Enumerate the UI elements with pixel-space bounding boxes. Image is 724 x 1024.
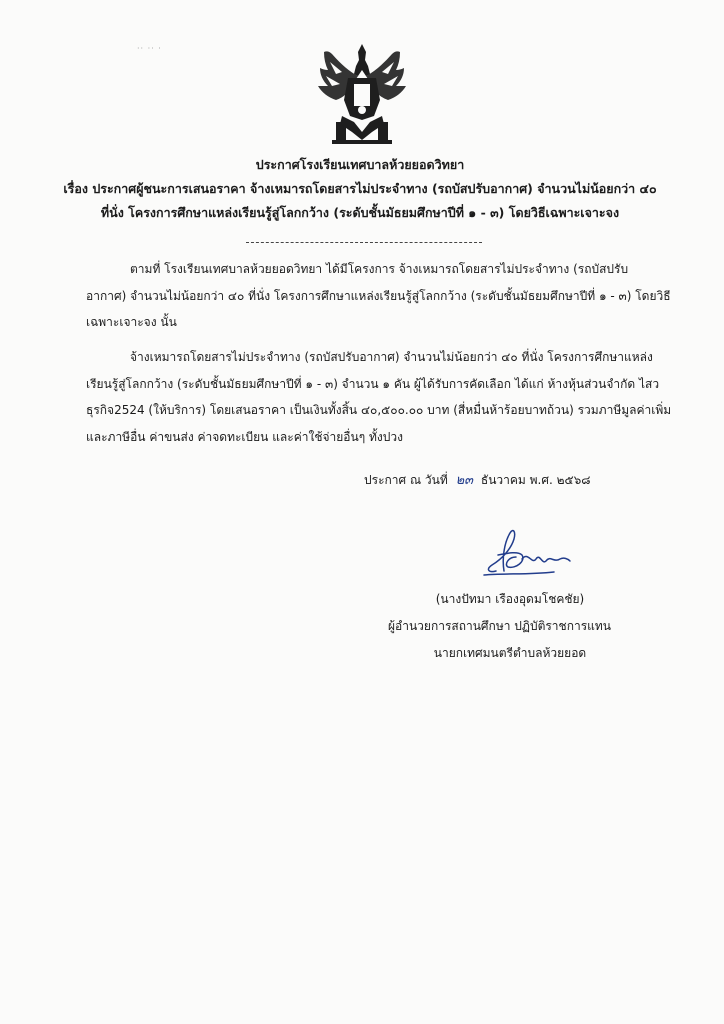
date-prefix: ประกาศ ณ วันที่ [364, 473, 448, 487]
paragraph-1-line-2: อากาศ) จำนวนไม่น้อยกว่า ๔๐ ที่นั่ง โครงการศึกษาแหล่งเรียนรู้สู่โลกกว้าง (ระดับชั้นมัธยมศึกษาปีที่ ๑ - ๓) โดยวิธี [86, 288, 671, 303]
paragraph-2-line-2: เรียนรู้สู่โลกกว้าง (ระดับชั้นมัธยมศึกษาปีที่ ๑ - ๓) จำนวน ๑ คัน ผู้ได้รับการคัดเลือก ได้แก่ ห้างหุ้นส่วนจำกัด ไสว [86, 376, 660, 391]
signatory-position-1: ผู้อำนวยการสถานศึกษา ปฏิบัติราชการแทน [388, 619, 611, 633]
title-line-3: ที่นั่ง โครงการศึกษาแหล่งเรียนรู้สู่โลกกว้าง (ระดับชั้นมัธยมศึกษาปีที่ ๑ - ๓) โดยวิธีเฉพาะเจาะจง [100, 205, 620, 220]
paragraph-award [86, 344, 672, 450]
paragraph-2-line-3: ธุรกิจ2524 (ให้บริการ) โดยเสนอราคา เป็นเงินทั้งสิ้น ๔๐,๕๐๐.๐๐ บาท (สี่หมื่นห้าร้อยบาทถ้วน) รวมภาษีมูลค่าเพิ่ม [86, 403, 672, 417]
dashed-divider [246, 242, 482, 243]
paragraph-background [86, 256, 671, 336]
announcement-date [364, 470, 590, 491]
announcement-title [40, 153, 680, 225]
signatory-block [380, 586, 640, 667]
paragraph-2-line-4: และภาษีอื่น ค่าขนส่ง ค่าจดทะเบียน และค่าใช้จ่ายอื่นๆ ทั้งปวง [86, 429, 403, 444]
signatory-name: (นางปัทมา เรืองอุดมโชคชัย) [435, 592, 585, 606]
title-line-1: ประกาศโรงเรียนเทศบาลห้วยยอดวิทยา [255, 157, 465, 172]
signatory-position-2: นายกเทศมนตรีตำบลห้วยยอด [433, 646, 587, 660]
date-day-handwritten: ๒๓ [455, 473, 474, 488]
title-line-2: เรื่อง ประกาศผู้ชนะการเสนอราคา จ้างเหมารถโดยสารไม่ประจำทาง (รถบัสปรับอากาศ) จำนวนไม่น้อยกว่า ๔๐ [63, 181, 657, 196]
paragraph-1-line-1: ตามที่ โรงเรียนเทศบาลห้วยยอดวิทยา ได้มีโครงการ จ้างเหมารถโดยสารไม่ประจำทาง (รถบัสปรับ [130, 262, 629, 276]
paragraph-2-line-1: จ้างเหมารถโดยสารไม่ประจำทาง (รถบัสปรับอากาศ) จำนวนไม่น้อยกว่า ๔๐ ที่นั่ง โครงการศึกษาแหล่ง [130, 350, 653, 364]
garuda-emblem-icon [302, 40, 422, 148]
date-month-year: ธันวาคม พ.ศ. ๒๕๖๘ [480, 473, 591, 487]
scan-speck: ·· ·· · [137, 44, 162, 53]
paragraph-1-line-3: เฉพาะเจาะจง นั้น [86, 315, 177, 329]
handwritten-signature-icon [478, 525, 576, 583]
